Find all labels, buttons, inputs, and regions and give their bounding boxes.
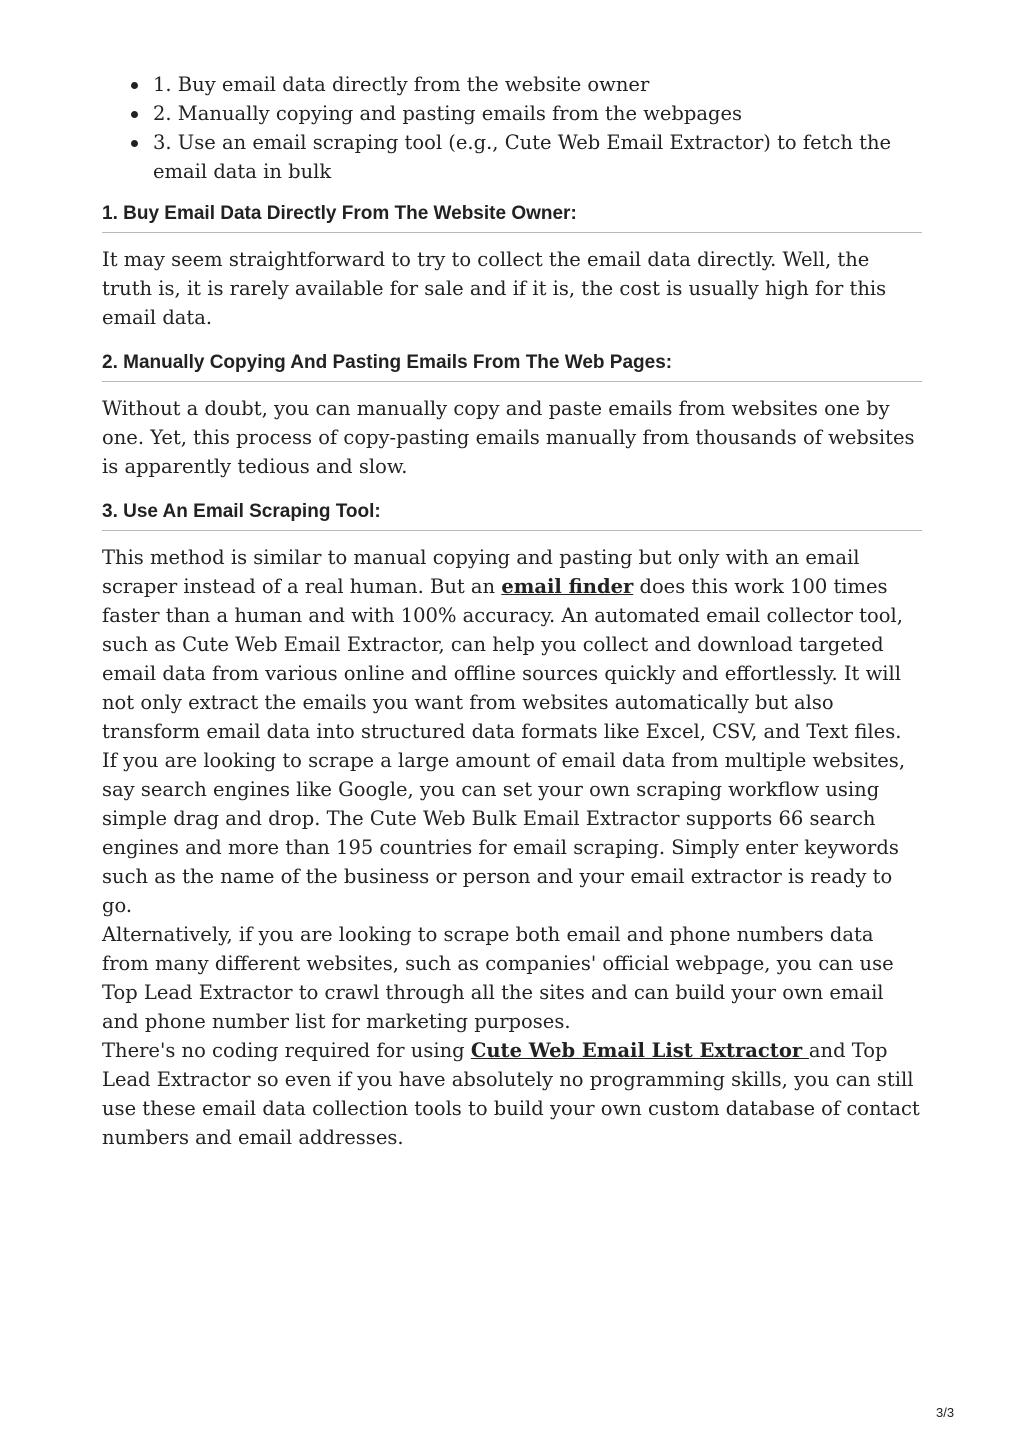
cute-web-email-list-extractor-link[interactable]: Cute Web Email List Extractor [470, 1039, 809, 1062]
section-heading-buy-email-data: 1. Buy Email Data Directly From The Website Owner: [102, 202, 922, 233]
intro-bullet-list [102, 70, 922, 186]
paragraph-text: This method is similar to manual copying and pasting but only with an email scraper instead of a real human. But an [102, 546, 860, 598]
section-body-scraping-tool [102, 543, 922, 746]
list-item-text: 1. Buy email data directly from the website owner [153, 73, 650, 96]
section-heading-scraping-tool: 3. Use An Email Scraping Tool: [102, 500, 922, 531]
paragraph-text: does this work 100 times faster than a human and with 100% accuracy. An automated email collector tool, such as Cute Web Email Extractor, can help you collect and download targeted email data from various online and offline sources quickly and effortlessly. It will not only extract the emails you want from websites automatically but also transform email data into structured data formats like Excel, CSV, and Text files. [102, 575, 903, 743]
list-item [102, 128, 933, 186]
bullet-icon [131, 82, 138, 89]
section-body-manual-copying: Without a doubt, you can manually copy and paste emails from websites one by one. Yet, this process of copy-pasting emails manually from thousands of websites is apparently tedious and slow. [102, 397, 915, 478]
paragraph-no-coding [102, 1036, 922, 1152]
section-body-buy-email-data: It may seem straightforward to try to collect the email data directly. Well, the truth is, it is rarely available for sale and if it is, the cost is usually high for this email data. [102, 248, 887, 329]
list-item-text: 3. Use an email scraping tool (e.g., Cute Web Email Extractor) to fetch the email data in bulk [153, 131, 892, 183]
list-item [102, 99, 933, 128]
paragraph-text: There's no coding required for using [102, 1039, 471, 1062]
paragraph-text: and Top Lead Extractor so even if you have absolutely no programming skills, you can still use these email data collection tools to build your own custom database of contact numbers and email addresses. [102, 1039, 920, 1149]
paragraph-top-lead-extractor: Alternatively, if you are looking to scrape both email and phone numbers data from many different websites, such as companies' official webpage, you can use Top Lead Extractor to crawl through all the sites and can build your own email and phone number list for marketing purposes. [102, 923, 894, 1033]
bullet-icon [131, 111, 138, 118]
list-item-text: 2. Manually copying and pasting emails from the webpages [153, 102, 743, 125]
page-number: 3/3 [936, 1405, 955, 1420]
document-page [102, 70, 922, 1152]
section-heading-manual-copying: 2. Manually Copying And Pasting Emails From The Web Pages: [102, 351, 922, 382]
list-item [102, 70, 933, 99]
paragraph-bulk-extractor: If you are looking to scrape a large amount of email data from multiple websites, say search engines like Google, you can set your own scraping workflow using simple drag and drop. The Cute Web Bulk Email Extractor supports 66 search engines and more than 195 countries for email scraping. Simply enter keywords such as the name of the business or person and your email extractor is ready to go. [102, 749, 906, 917]
bullet-icon [131, 140, 138, 147]
email-finder-link[interactable]: email finder [501, 575, 634, 598]
